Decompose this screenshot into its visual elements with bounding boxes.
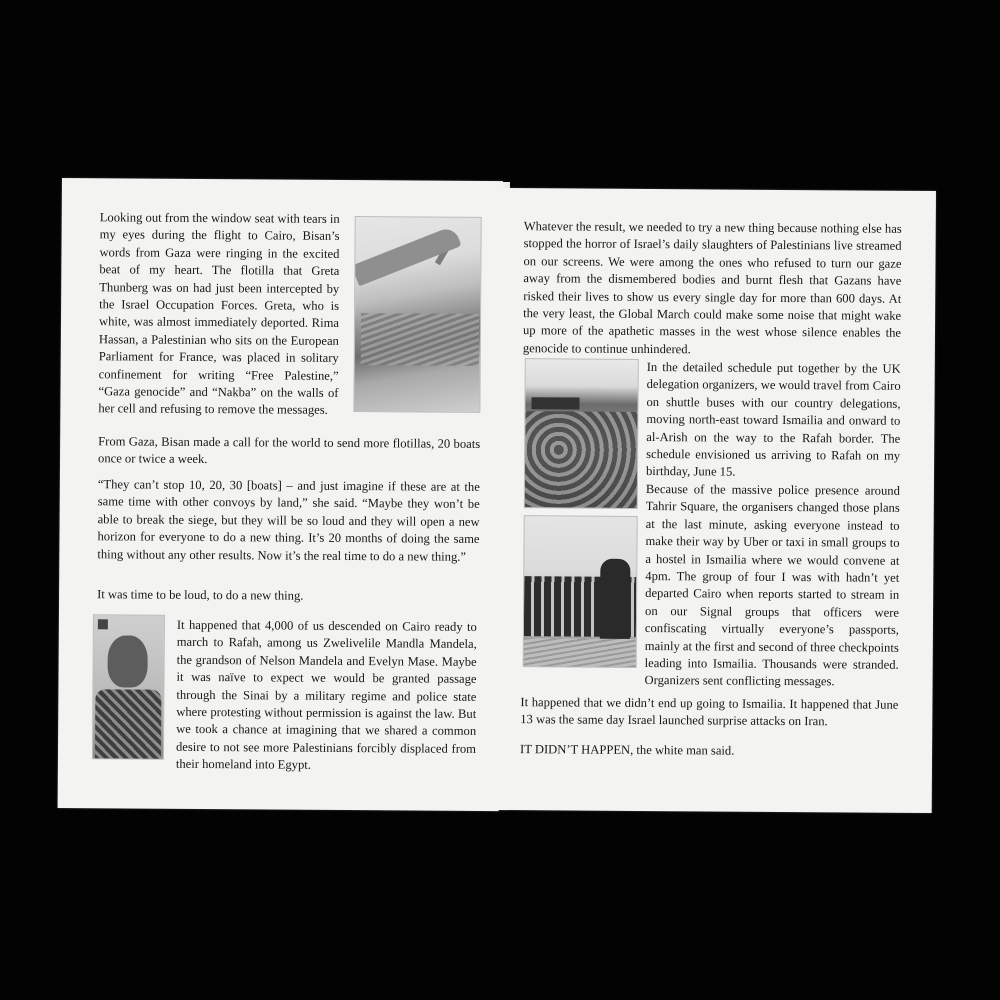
right-paragraph-4: It happened that we didn’t end up going to Ismailia. It happened that June 13 was the same day Israel launched surprise attacks on Iran.: [520, 695, 899, 729]
airplane-window-photo: [353, 216, 481, 413]
city-below-shape: [361, 313, 479, 366]
photo-tag-shape: [98, 619, 108, 629]
protest-crowd-photo: [524, 358, 639, 509]
right-paragraph-1: Whatever the result, we needed to try a new thing because nothing else has stopped the horror of Israel’s daily slaughters of Palestinians live streamed on our screens. We were among the ones who refused to turn our gaze away from the dismembered bodies and burnt flesh that Gazans have risked their lives to show us every single day for more than 600 days. At the very least, the Global March could make some noise that might wake up more of the apathetic masses in the west whose silence enables the genocide to continue unhindered.: [522, 219, 902, 357]
right-paragraph-3: Because of the massive police presence around Tahrir Square, the organisers changed those plans at the last minute, asking everyone instead to make their way by Uber or taxi in small groups to a hostel in Ismailia where we would convene at 4pm. The group of four I was with hadn’t yet departed Cairo when reports started to stream in on our Signal groups that officers were confiscating virtually everyone’s passports, mainly at the first and second of three checkpoints leading into Ismailia. Thousands were stranded. Organizers sent conflicting messages.: [644, 482, 900, 689]
police-line-photo: [523, 515, 638, 668]
crowd-shape: [525, 411, 638, 508]
portrait-head-shape: [107, 635, 147, 687]
right-paragraph-2: In the detailed schedule put together by the UK delegation organizers, we would travel from Cairo on shuttle buses with our country delegations, moving north-east toward Ismailia and onward to al-Arish on the way to the Rafah border. The schedule envisioned us arriving to Rafah on my birthday, June 15.: [645, 360, 901, 480]
right-page: [498, 188, 936, 813]
left-paragraph-4: It was time to be loud, to do a new thing.: [97, 587, 304, 603]
portrait-body-shape: [95, 689, 161, 759]
right-paragraph-5: IT DIDN’T HAPPEN, the white man said.: [520, 742, 735, 758]
portrait-photo: [92, 614, 165, 759]
left-paragraph-1: Looking out from the window seat with tears in my eyes during the flight to Cairo, Bisan’s words from Gaza were ringing in the excited beat of my heart. The flotilla that Greta Thunberg was on had just been intercepted by the Israel Occupation Forces. Greta, who is white, was almost immediately deported. Rima Hassan, a Palestinian who sits on the European Parliament for France, was placed in solitary confinement for writing “Free Palestine,” “Gaza genocide” and “Nakba” on the walls of her cell and refusing to remove the messages.: [98, 210, 340, 418]
banner-shape: [531, 397, 579, 409]
left-paragraph-3: “They can’t stop 10, 20, 30 [boats] – and just imagine if these are at the same time with other convoys by land,” she said. “Maybe they won’t be able to break the siege, but they will be so loud and they will open a new horizon for everyone to do a new thing. It’s 20 months of doing the same thing without any other results. Now it’s the real time to do a new thing.”: [97, 477, 480, 564]
left-paragraph-2: From Gaza, Bisan made a call for the world to send more flotillas, 20 boats once or twice a week.: [97, 434, 481, 467]
ground-shape: [524, 638, 636, 667]
left-page: [58, 178, 503, 811]
left-paragraph-5: It happened that 4,000 of us descended on Cairo ready to march to Rafah, among us Zwelivelile Mandla Mandela, the grandson of Nelson Mandela and Evelyn Mase. Maybe it was naïve to expect we would be granted passage through the Sinai by a military regime and police state where protesting without permission is against the law. But we took a chance at imagining that we shared a common desire to not see more Palestinians forcibly displaced from their homeland into Egypt.: [175, 617, 477, 773]
